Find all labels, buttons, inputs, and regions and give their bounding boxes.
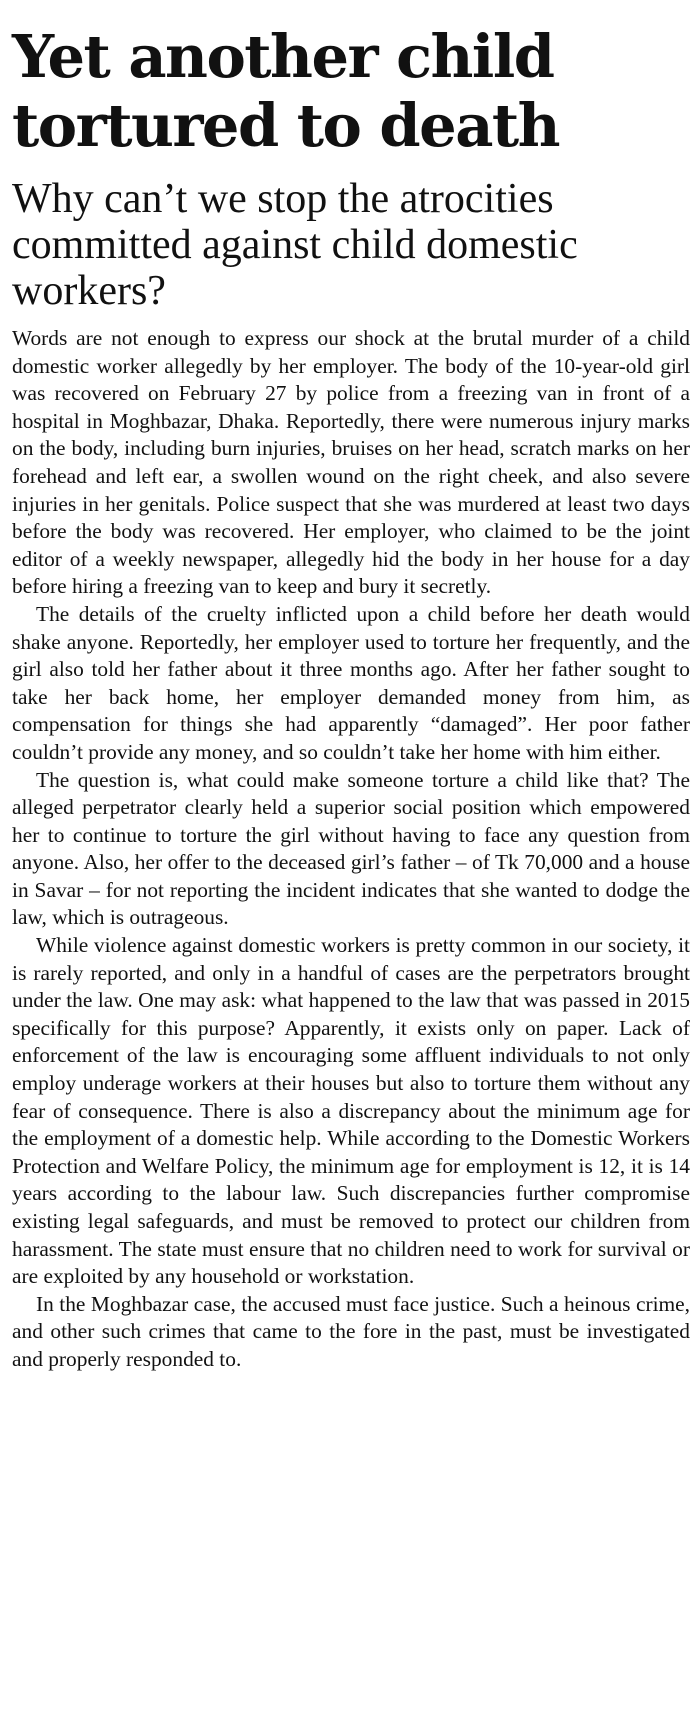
article-body: [12, 325, 690, 1374]
headline: Yet another child tortured to death: [12, 22, 560, 160]
paragraph-1: Words are not enough to express our shock at the brutal murder of a child domestic worker allegedly by her employer. The body of the 10-year-old girl was recovered on February 27 by police from a freezing van in front of a hospital in Moghbazar, Dhaka. Reportedly, there were numerous injury marks on the body, including burn injuries, bruises on her head, scratch marks on her forehead and left ear, a swollen wound on the right cheek, and also severe injuries in her genitals. Police suspect that she was murdered at least two days before the body was recovered. Her employer, who claimed to be the joint editor of a weekly newspaper, allegedly hid the body in her house for a day before hiring a freezing van to keep and bury it secretly.: [12, 326, 690, 599]
paragraph-4: While violence against domestic workers is pretty common in our society, it is rarely reported, and only in a handful of cases are the perpetrators brought under the law. One may ask: what happened to the law that was passed in 2015 specifically for this purpose? Apparently, it exists only on paper. Lack of enforcement of the law is encouraging some affluent individuals to not only employ underage workers at their houses but also to torture them without any fear of consequence. There is also a discrepancy about the minimum age for the employment of a domestic help. While according to the Domestic Workers Protection and Welfare Policy, the minimum age for employment is 12, it is 14 years according to the labour law. Such discrepancies further compromise existing legal safeguards, and must be removed to protect our children from harassment. The state must ensure that no children need to work for survival or are exploited by any household or workstation.: [12, 933, 690, 1289]
subheadline: Why can’t we stop the atrocities committed against child domestic workers?: [12, 176, 578, 314]
paragraph-5: In the Moghbazar case, the accused must face justice. Such a heinous crime, and other such crimes that came to the fore in the past, must be investigated and properly responded to.: [12, 1291, 690, 1371]
paragraph-2: The details of the cruelty inflicted upon a child before her death would shake anyone. Reportedly, her employer used to torture her frequently, and the girl also told her father about it three months ago. After her father sought to take her back home, her employer demanded money from him, as compensation for things she had apparently “damaged”. Her poor father couldn’t provide any money, and so couldn’t take her home with him either.: [12, 601, 690, 764]
paragraph-3: The question is, what could make someone torture a child like that? The alleged perpetrator clearly held a superior social position which empowered her to continue to torture the girl without having to face any question from anyone. Also, her offer to the deceased girl’s father – of Tk 70,000 and a house in Savar – for not reporting the incident indicates that she wanted to dodge the law, which is outrageous.: [12, 767, 690, 930]
